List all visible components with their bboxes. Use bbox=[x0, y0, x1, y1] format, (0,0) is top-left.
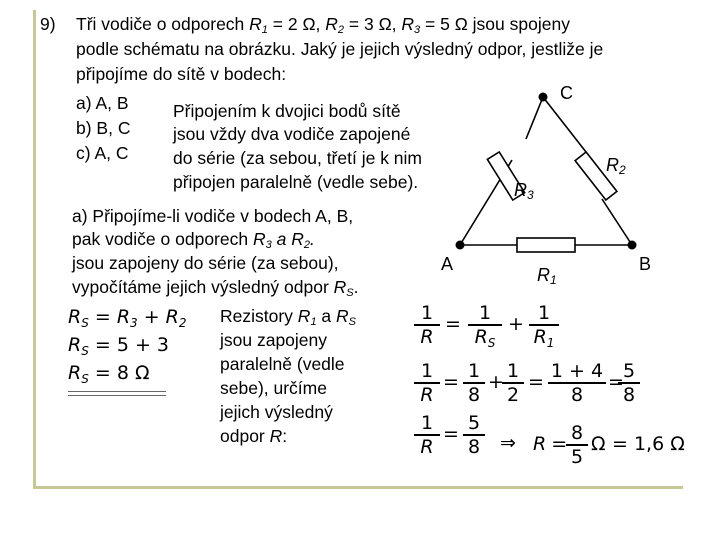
frac-1-over-2 bbox=[502, 360, 524, 406]
wire-r3-c bbox=[526, 97, 543, 139]
node-a-dot bbox=[456, 241, 465, 250]
parallel-line-2: jsou zapojeny bbox=[220, 330, 328, 350]
eq2-rhs: = 5 + 3 bbox=[88, 334, 170, 356]
problem-line-1-text: Tři vodiče o odporech bbox=[76, 14, 250, 34]
frac-num: 1 bbox=[537, 302, 551, 324]
case-a-line-1: a) Připojíme-li vodiče v bodech A, B, bbox=[72, 206, 354, 226]
explanation-line-3: do série (za sebou, třetí je k nim bbox=[173, 148, 422, 168]
eq3-rhs: = 8 Ω bbox=[88, 362, 150, 384]
frac-5-over-8 bbox=[548, 360, 606, 406]
r3-symbol: R bbox=[401, 14, 415, 34]
r2-subscript: 2 bbox=[337, 24, 345, 36]
eq-r2-plus: + bbox=[488, 371, 504, 393]
option-c: c) A, C bbox=[76, 143, 129, 163]
wire-r2-b bbox=[602, 199, 632, 245]
eq-r2-equals-1: = bbox=[443, 371, 459, 393]
frac-num: 8 bbox=[570, 422, 584, 444]
resistor-r1 bbox=[517, 238, 575, 252]
result-underline-1 bbox=[68, 391, 166, 392]
frac-1-over-r1 bbox=[529, 302, 559, 354]
final-r bbox=[533, 433, 567, 455]
eq1-r2-sub: 2 bbox=[178, 316, 187, 330]
final-equals: = bbox=[551, 433, 568, 455]
frac-den: 8 bbox=[463, 382, 485, 406]
eq-r2-equals-2: = bbox=[528, 371, 544, 393]
case-a-r2: R bbox=[291, 229, 304, 249]
frac-den: 2 bbox=[502, 382, 524, 406]
r3-label bbox=[514, 180, 534, 202]
final-result: = 1,6 Ω bbox=[612, 433, 685, 455]
frac-num: 1 bbox=[467, 360, 481, 382]
case-a-r3-sub: 3 bbox=[265, 239, 272, 251]
eq1-rs-sub: S bbox=[81, 316, 89, 330]
frac-den: 8 bbox=[618, 382, 640, 406]
eq1-r3: = R bbox=[88, 306, 131, 328]
parallel-colon: : bbox=[282, 426, 288, 446]
implies-arrow: ⇒ bbox=[500, 432, 516, 454]
parallel-line-3: paralelně (vedle bbox=[220, 354, 345, 374]
node-c-dot bbox=[539, 93, 548, 102]
r3-label-sub: 3 bbox=[527, 188, 534, 202]
frac-den: R bbox=[414, 382, 440, 406]
explanation-line-1: Připojením k dvojici bodů sítě bbox=[173, 101, 401, 121]
problem-number: 9) bbox=[40, 14, 56, 34]
frac-num: 1 bbox=[420, 412, 434, 434]
wire-c-r2 bbox=[543, 97, 586, 152]
frac-den: 8 bbox=[463, 434, 485, 458]
r2-value: = 3 Ω, bbox=[344, 14, 402, 34]
eq-rs-result bbox=[68, 362, 149, 386]
frac-num: 1 bbox=[506, 360, 520, 382]
parallel-r1: R bbox=[297, 306, 311, 326]
frac-den-r: R bbox=[474, 326, 488, 348]
final-r-symbol: R bbox=[533, 433, 547, 455]
frac-1-over-r bbox=[414, 302, 440, 348]
frac-den-r: R bbox=[533, 326, 547, 348]
case-a-rs: R bbox=[333, 277, 347, 297]
explanation-line-4: připojen paralelně (vedle sebe). bbox=[173, 172, 419, 192]
eq-r1-equals: = bbox=[445, 313, 461, 335]
frac-den-s: S bbox=[487, 336, 496, 350]
parallel-line-4: sebe), určíme bbox=[220, 378, 327, 398]
r2-label-sub: 2 bbox=[619, 163, 626, 177]
case-a-line-3: jsou zapojeny do série (za sebou), bbox=[72, 253, 339, 273]
case-a-r2-sub: 2 bbox=[303, 239, 310, 251]
result-underline-2 bbox=[68, 395, 166, 396]
node-b-label: B bbox=[639, 254, 652, 274]
r3-label-r: R bbox=[514, 180, 527, 200]
frac-num: 1 bbox=[420, 360, 434, 382]
r3-subscript: 3 bbox=[414, 24, 421, 36]
frac-5-over-8-result bbox=[618, 360, 640, 406]
frac-den: 8 bbox=[548, 382, 606, 406]
eq3-rs: R bbox=[68, 362, 82, 384]
frac-5-over-8-row3 bbox=[463, 412, 485, 458]
eq-r3-equals: = bbox=[443, 423, 459, 445]
parallel-r1-sub: 1 bbox=[310, 316, 317, 328]
r2-symbol: R bbox=[325, 14, 338, 34]
case-a-line-2-text: pak vodiče o odporech bbox=[72, 229, 253, 249]
frac-den: 5 bbox=[566, 444, 588, 468]
eq-rs-numbers bbox=[68, 334, 169, 358]
frac-den bbox=[529, 324, 559, 354]
problem-line-3: připojíme do sítě v bodech: bbox=[76, 64, 287, 84]
problem-line-2: podle schématu na obrázku. Jaký je jejich výsledný odpor, jestliže je bbox=[76, 39, 604, 59]
frac-num: 5 bbox=[622, 360, 636, 382]
frac-den: R bbox=[414, 434, 440, 458]
eq3-rs-sub: S bbox=[81, 372, 89, 386]
frac-1-over-r-3 bbox=[414, 412, 440, 458]
node-b-dot bbox=[628, 241, 637, 250]
parallel-line-5: jejich výsledný bbox=[220, 402, 333, 422]
frac-1-over-8 bbox=[463, 360, 485, 406]
case-a-and: a bbox=[271, 229, 292, 249]
frac-den: R bbox=[414, 324, 440, 348]
r2-label bbox=[606, 155, 626, 177]
frac-den-1: 1 bbox=[546, 336, 555, 350]
node-a-label: A bbox=[441, 254, 454, 274]
eq-r1-plus: + bbox=[508, 313, 524, 335]
eq1-r2: + R bbox=[137, 306, 179, 328]
eq1-rs: R bbox=[68, 306, 82, 328]
parallel-line-1-text: Rezistory bbox=[220, 306, 298, 326]
r1-subscript: 1 bbox=[261, 24, 268, 36]
frac-8-over-5 bbox=[566, 422, 588, 468]
r3-value: = 5 Ω jsou spojeny bbox=[420, 14, 570, 34]
option-a: a) A, B bbox=[76, 93, 129, 113]
parallel-line-6-text: odpor bbox=[220, 426, 270, 446]
frac-den bbox=[468, 324, 502, 354]
case-a-period: . bbox=[353, 277, 359, 297]
r1-label-sub: 1 bbox=[550, 273, 557, 287]
frac-1-over-r-2 bbox=[414, 360, 440, 406]
parallel-rs-sub: S bbox=[348, 316, 357, 328]
case-a-line-4-text: vypočítáme jejich výsledný odpor bbox=[72, 277, 334, 297]
explanation-line-2: jsou vždy dva vodiče zapojené bbox=[173, 124, 411, 144]
option-b: b) B, C bbox=[76, 118, 131, 138]
case-a-rs-sub: S bbox=[346, 287, 354, 299]
final-omega: Ω bbox=[591, 433, 606, 455]
eq-r2-equals-3: = bbox=[608, 371, 624, 393]
frac-num: 1 + 4 bbox=[550, 360, 604, 382]
frac-num: 5 bbox=[467, 412, 481, 434]
r2-label-r: R bbox=[606, 155, 619, 175]
r1-symbol: R bbox=[249, 14, 262, 34]
frac-num: 1 bbox=[478, 302, 492, 324]
case-a-r3: R bbox=[252, 229, 266, 249]
node-c-label: C bbox=[560, 83, 573, 103]
eq2-rs-sub: S bbox=[81, 344, 89, 358]
case-a-comma: . bbox=[309, 229, 315, 249]
r1-label bbox=[537, 265, 557, 287]
eq2-rs: R bbox=[68, 334, 82, 356]
eq1-r3-sub: 3 bbox=[130, 316, 138, 330]
parallel-result-r: R bbox=[269, 426, 283, 446]
parallel-rs: R bbox=[336, 306, 349, 326]
frac-1-over-rs bbox=[468, 302, 502, 354]
parallel-and: a bbox=[316, 306, 337, 326]
r1-value: = 2 Ω, bbox=[267, 14, 326, 34]
eq-rs-sum bbox=[68, 306, 187, 330]
frac-num: 1 bbox=[420, 302, 434, 324]
r1-label-r: R bbox=[537, 265, 550, 285]
